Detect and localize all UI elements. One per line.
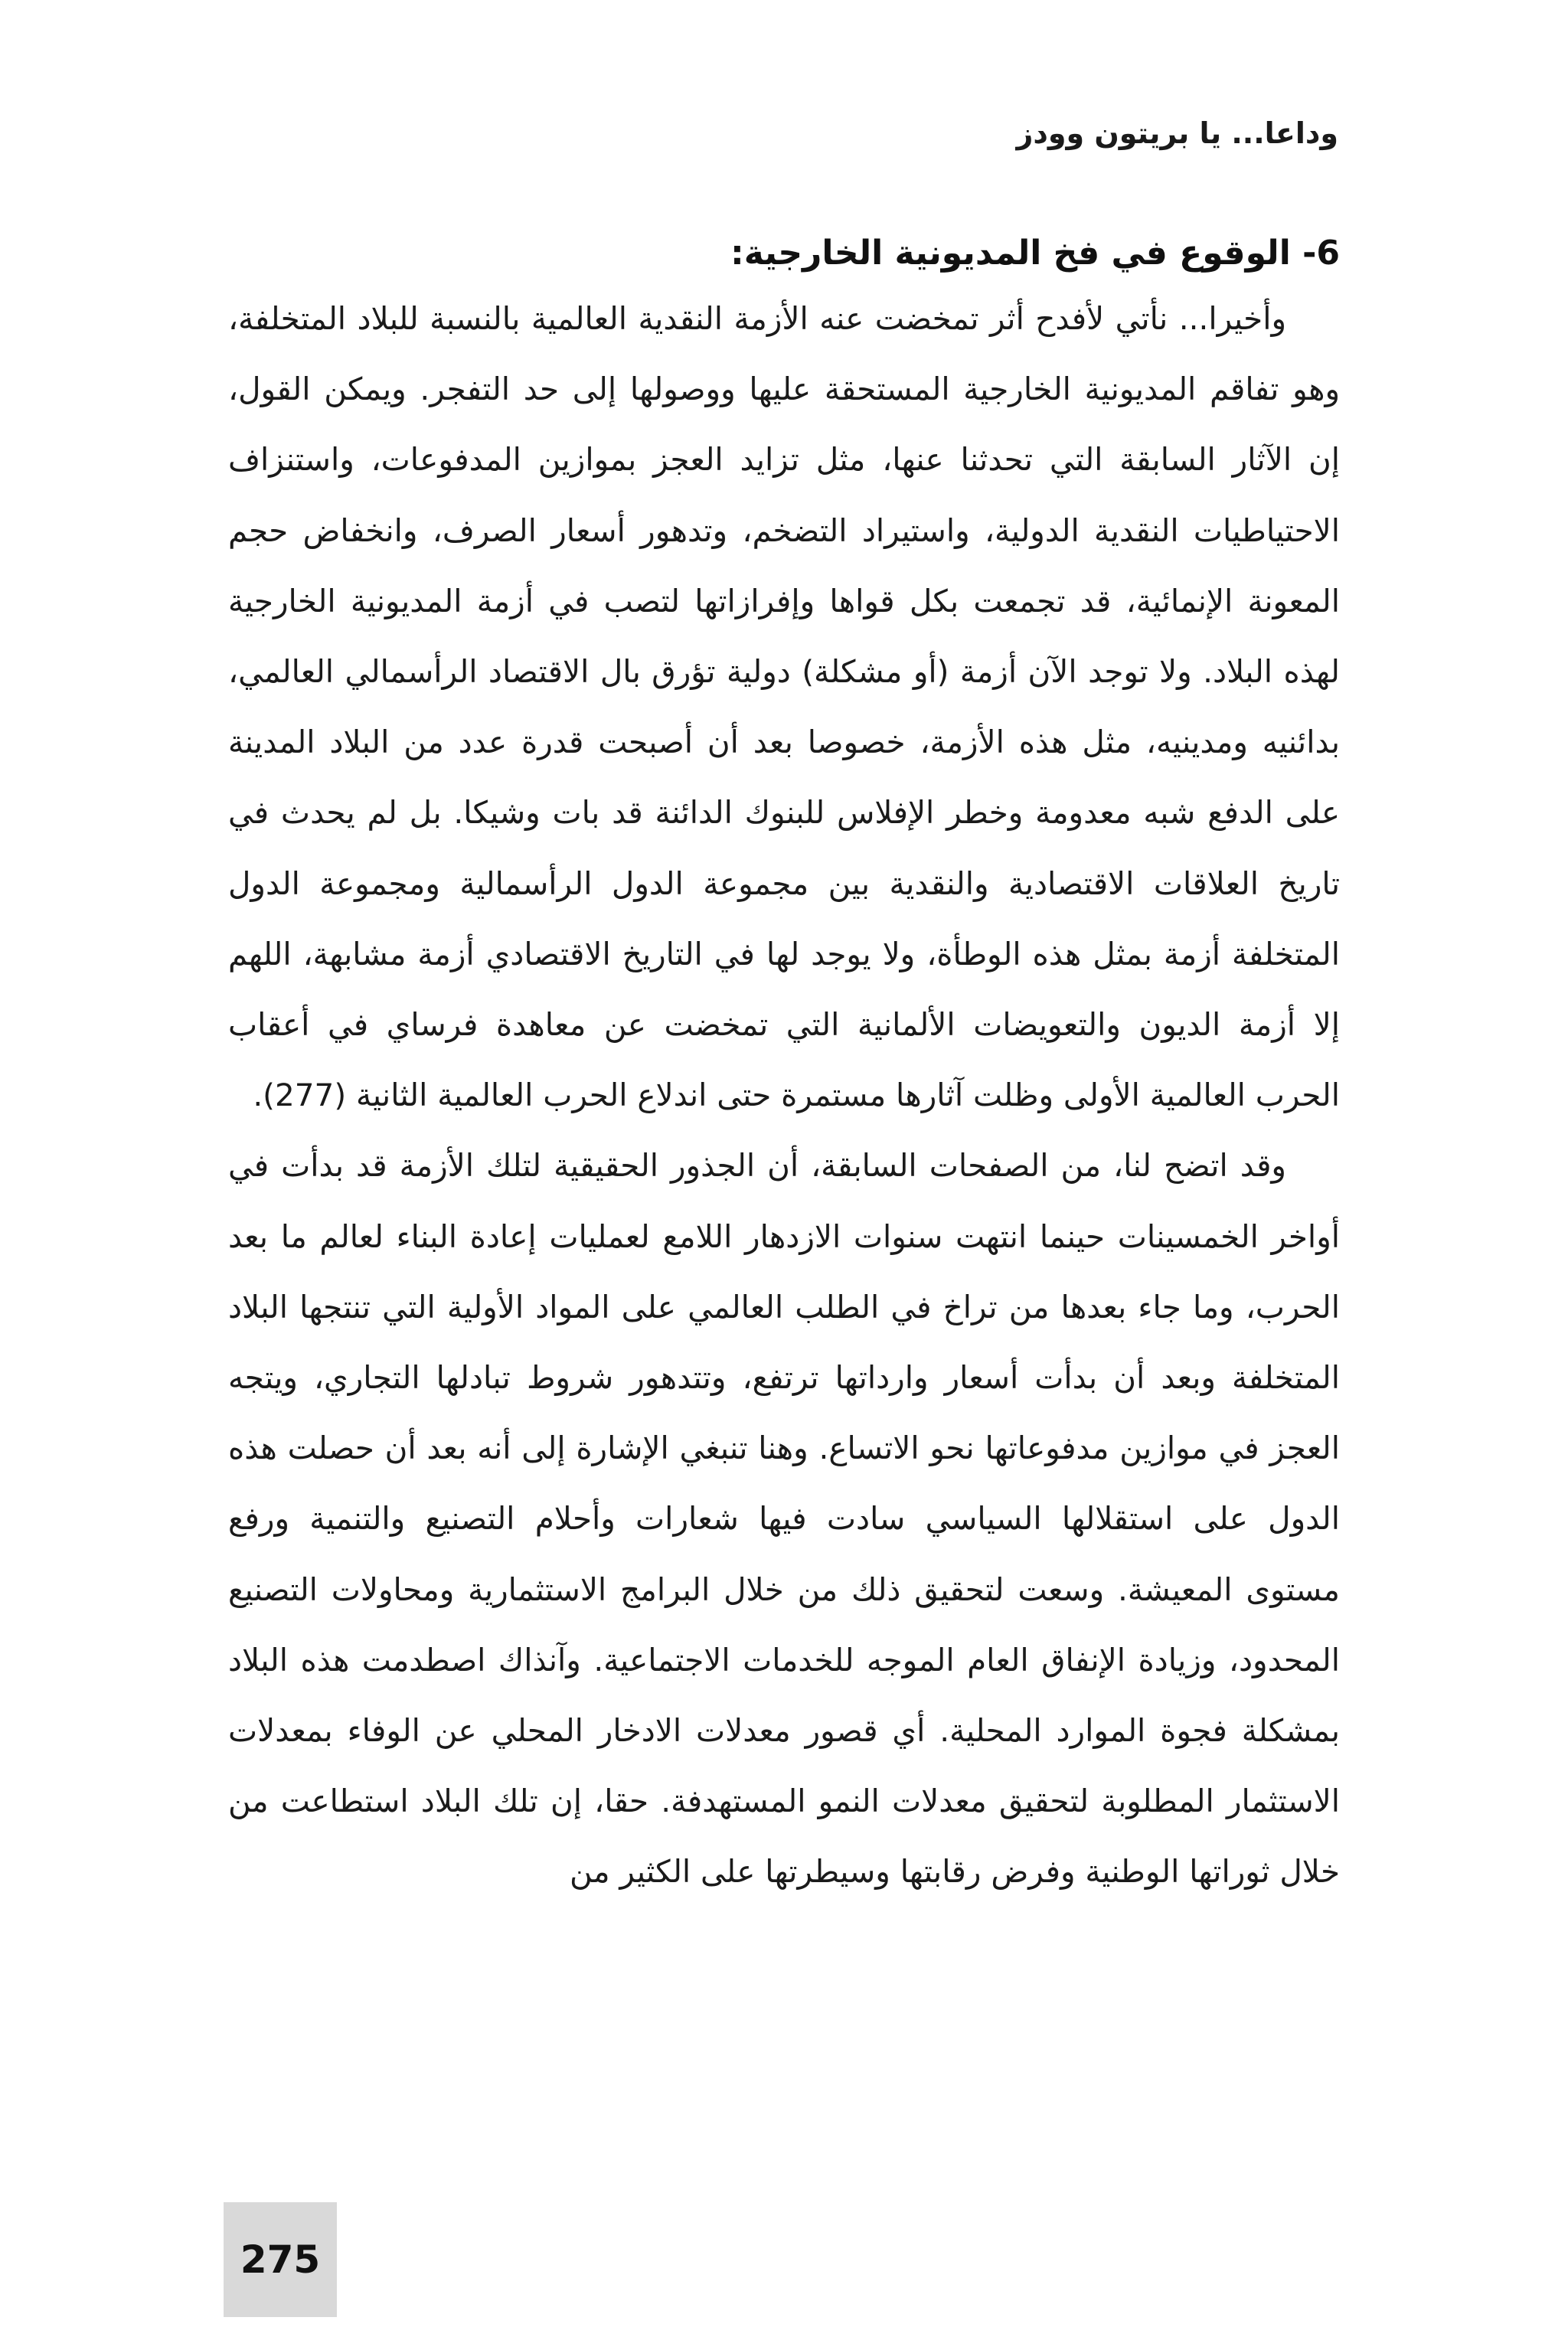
- paragraph-1: وأخيرا... نأتي لأفدح أثر تمخضت عنه الأزمة النقدية العالمية بالنسبة للبلاد المتخلفة، وهو تفاقم المديونية الخارجية المستحقة عليها ووصولها إلى حد التفجر. ويمكن القول، إن الآثار السابقة التي تحدثنا عنها، مثل تزايد العجز بموازين المدفوعات، واستنزاف الاحتياطيات النقدية الدولية، واستيراد التضخم، وتدهور أسعار الصرف، وانخفاض حجم المعونة الإنمائية، قد تجمعت بكل قواها وإفرازاتها لتصب في أزمة المديونية الخارجية لهذه البلاد. ولا توجد الآن أزمة (أو مشكلة) دولية تؤرق بال الاقتصاد الرأسمالي العالمي، بدائنيه ومدينيه، مثل هذه الأزمة، خصوصا بعد أن أصبحت قدرة عدد من البلاد المدينة على الدفع شبه معدومة وخطر الإفلاس للبنوك الدائنة قد بات وشيكا. بل لم يحدث في تاريخ العلاقات الاقتصادية والنقدية بين مجموعة الدول الرأسمالية ومجموعة الدول المتخلفة أزمة بمثل هذه الوطأة، ولا يوجد لها في التاريخ الاقتصادي أزمة مشابهة، اللهم إلا أزمة الديون والتعويضات الألمانية التي تمخضت عن معاهدة فرساي في أعقاب الحرب العالمية الأولى وظلت آثارها مستمرة حتى اندلاع الحرب العالمية الثانية (277).: [228, 300, 1340, 1114]
- page-number: 275: [240, 2237, 321, 2282]
- running-header: وداعا... يا بريتون وودز: [1016, 116, 1338, 150]
- section-heading: 6- الوقوع في فخ المديونية الخارجية:: [730, 234, 1340, 273]
- body-text: [228, 224, 1340, 1907]
- page-number-box: [224, 2202, 337, 2317]
- paragraph-2: وقد اتضح لنا، من الصفحات السابقة، أن الجذور الحقيقية لتلك الأزمة قد بدأت في أواخر الخمسينات حينما انتهت سنوات الازدهار اللامع لعمليات إعادة البناء لعالم ما بعد الحرب، وما جاء بعدها من تراخ في الطلب العالمي على المواد الأولية التي تنتجها البلاد المتخلفة وبعد أن بدأت أسعار وارداتها ترتفع، وتتدهور شروط تبادلها التجاري، ويتجه العجز في موازين مدفوعاتها نحو الاتساع. وهنا تنبغي الإشارة إلى أنه بعد أن حصلت هذه الدول على استقلالها السياسي سادت فيها شعارات وأحلام التصنيع والتنمية ورفع مستوى المعيشة. وسعت لتحقيق ذلك من خلال البرامج الاستثمارية ومحاولات التصنيع المحدود، وزيادة الإنفاق العام الموجه للخدمات الاجتماعية. وآنذاك اصطدمت هذه البلاد بمشكلة فجوة الموارد المحلية. أي قصور معدلات الادخار المحلي عن الوفاء بمعدلات الاستثمار المطلوبة لتحقيق معدلات النمو المستهدفة. حقا، إن تلك البلاد استطاعت من خلال ثوراتها الوطنية وفرض رقابتها وسيطرتها على الكثير من: [228, 1147, 1340, 1891]
